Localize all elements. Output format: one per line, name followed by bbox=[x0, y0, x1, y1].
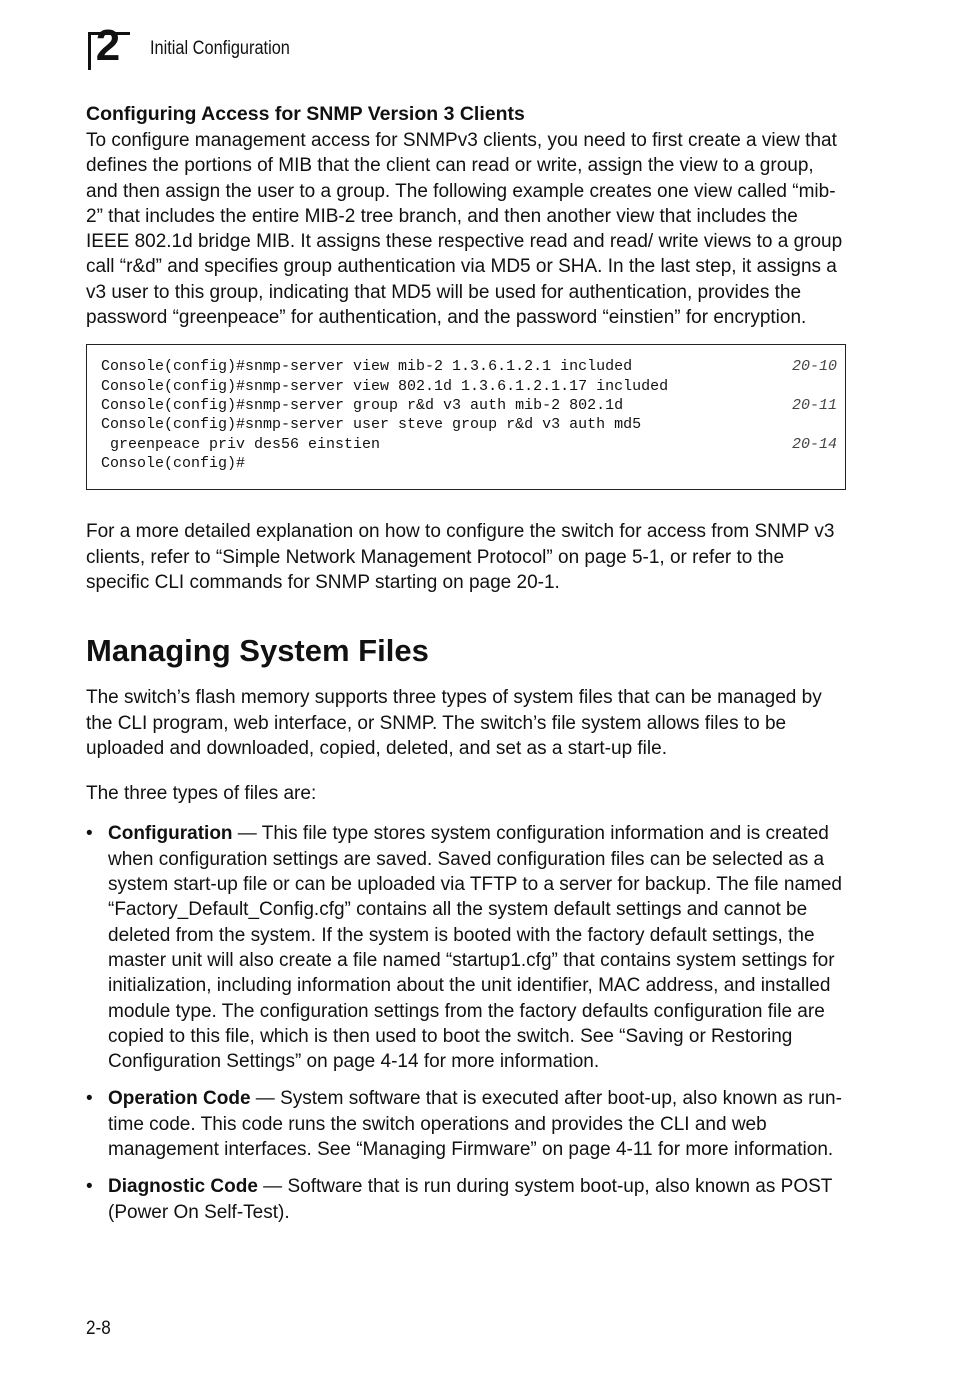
list-item-term: Diagnostic Code bbox=[108, 1176, 258, 1198]
code-text: Console(config)#snmp-server group r&d v3 auth mib-2 802.1d bbox=[101, 396, 624, 414]
code-line bbox=[101, 377, 837, 396]
code-example bbox=[86, 344, 846, 490]
list-item-description: — This file type stores system configuration information and is created when configuration settings are saved. Saved configuration files can be selected as a system start-up file or can be uploaded via TFTP to a server for backup. The file named “Factory_Default_Config.cfg” contains all the system default settings and cannot be deleted from the system. If the system is booted with the factory default settings, the master unit will also create a file named “startup1.cfg” that contains system settings for initialization, including information about the unit identifier, MAC address, and installed module type. The configuration settings from the factory defaults configuration file are copied to this file, which is then used to boot the switch. See “Saving or Restoring Configuration Settings” on page 4-14 for more information. bbox=[108, 823, 842, 1073]
snmp-intro-paragraph: To configure management access for SNMPv3 clients, you need to first create a view that defines the portions of MIB that the client can read or write, assign the view to a group, and then assign the user to a group. The following example creates one view called “mib-2” that includes the entire MIB-2 tree branch, and then another view that includes the IEEE 802.1d bridge MIB. It assigns these respective read and read/ write views to a group call “r&d” and specifies group authentication via MD5 or SHA. In the last step, it assigns a v3 user to this group, indicating that MD5 will be used for authentication, provides the password “greenpeace” for authentication, and the password “einstien” for encryption. bbox=[86, 130, 843, 329]
page-content bbox=[86, 100, 846, 1237]
page-number: 2-8 bbox=[86, 1318, 111, 1339]
list-item bbox=[86, 821, 846, 1074]
running-title: Initial Configuration bbox=[150, 38, 290, 59]
file-types-intro: The three types of files are: bbox=[86, 783, 317, 805]
snmp-more-info-paragraph: For a more detailed explanation on how to configure the switch for access from SNMP v3 clients, refer to “Simple Network Management Protocol” on page 5-1, or refer to the specific CLI commands for SNMP starting on page 20-1. bbox=[86, 521, 835, 593]
file-types-list bbox=[86, 821, 846, 1224]
list-item-description: — Software that is run during system boot-up, also known as POST (Power On Self-Test). bbox=[108, 1176, 833, 1223]
files-intro-paragraph: The switch’s flash memory supports three types of system files that can be managed by the CLI program, web interface, or SNMP. The switch’s file system allows files to be uploaded and downloaded, copied, deleted, and set as a start-up file. bbox=[86, 687, 822, 759]
snmp-section-heading: Configuring Access for SNMP Version 3 Clients bbox=[86, 103, 525, 125]
files-section-heading: Managing System Files bbox=[86, 633, 429, 669]
list-item-term: Operation Code bbox=[108, 1088, 251, 1110]
code-line bbox=[101, 454, 837, 473]
list-item-description: — System software that is executed after boot-up, also known as run-time code. This code runs the switch operations and provides the CLI and web management interfaces. See “Managing Firmware” on page 4-11 for more information. bbox=[108, 1088, 842, 1161]
code-line bbox=[101, 415, 837, 434]
bullet: • bbox=[86, 1176, 93, 1198]
list-item-term: Configuration bbox=[108, 823, 233, 845]
code-page-ref: 20-11 bbox=[791, 396, 837, 414]
list-item bbox=[86, 1086, 846, 1162]
code-line bbox=[101, 435, 837, 454]
code-text: greenpeace priv des56 einstien bbox=[101, 435, 381, 453]
code-text: Console(config)# bbox=[101, 454, 246, 472]
code-text: Console(config)#snmp-server user steve group r&d v3 auth md5 bbox=[101, 416, 642, 434]
page-header bbox=[86, 21, 406, 74]
code-line bbox=[101, 396, 837, 415]
code-line bbox=[101, 357, 837, 376]
bullet: • bbox=[86, 1088, 93, 1110]
code-page-ref: 20-10 bbox=[791, 358, 837, 376]
code-page-ref: 20-14 bbox=[791, 435, 837, 453]
bullet: • bbox=[86, 823, 93, 845]
code-text: Console(config)#snmp-server view 802.1d 1.3.6.1.2.1.17 included bbox=[101, 377, 669, 395]
chapter-number: 2 bbox=[95, 21, 121, 70]
code-text: Console(config)#snmp-server view mib-2 1.3.6.1.2.1 included bbox=[101, 358, 633, 376]
list-item bbox=[86, 1174, 846, 1225]
